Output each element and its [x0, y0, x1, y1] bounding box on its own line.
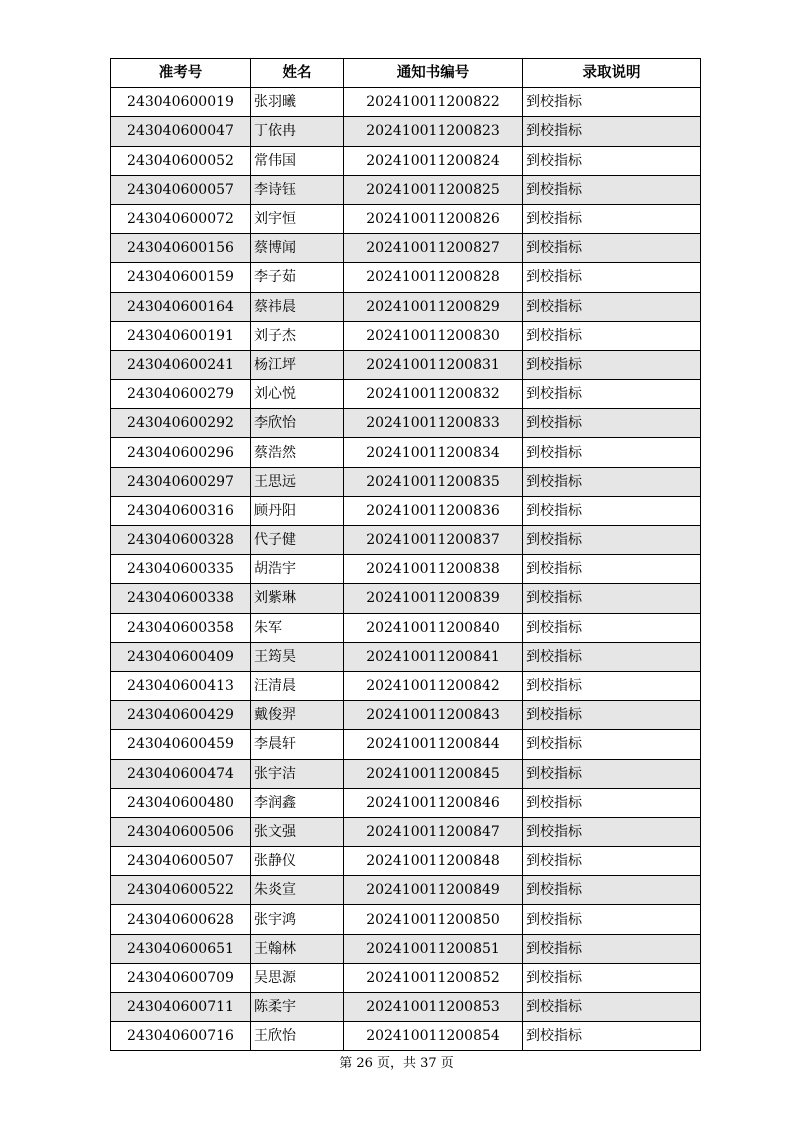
notice-number-cell: 202410011200826 [344, 204, 523, 233]
exam-number-cell: 243040600296 [111, 438, 251, 467]
table-row [111, 496, 701, 525]
notice-number-cell: 202410011200838 [344, 555, 523, 584]
exam-number-cell: 243040600413 [111, 671, 251, 700]
table-row [111, 117, 701, 146]
name-cell: 朱炎宣 [251, 876, 344, 905]
notice-number-cell: 202410011200853 [344, 993, 523, 1022]
name-cell: 张宇鸿 [251, 905, 344, 934]
exam-number-cell: 243040600335 [111, 555, 251, 584]
name-cell: 张静仪 [251, 847, 344, 876]
table-row [111, 701, 701, 730]
admission-note-cell: 到校指标 [523, 555, 701, 584]
name-cell: 李晨轩 [251, 730, 344, 759]
name-cell: 丁依冉 [251, 117, 344, 146]
admission-note-cell: 到校指标 [523, 438, 701, 467]
exam-number-cell: 243040600279 [111, 380, 251, 409]
table-row [111, 321, 701, 350]
notice-number-cell: 202410011200850 [344, 905, 523, 934]
admission-note-cell: 到校指标 [523, 934, 701, 963]
notice-number-cell: 202410011200849 [344, 876, 523, 905]
exam-number-cell: 243040600241 [111, 350, 251, 379]
exam-number-cell: 243040600507 [111, 847, 251, 876]
table-row [111, 292, 701, 321]
table-row [111, 905, 701, 934]
name-cell: 戴俊羿 [251, 701, 344, 730]
admission-note-cell: 到校指标 [523, 613, 701, 642]
header-exam-number: 准考号 [111, 59, 251, 88]
table-row [111, 88, 701, 117]
table-row [111, 963, 701, 992]
name-cell: 蔡博闻 [251, 234, 344, 263]
exam-number-cell: 243040600159 [111, 263, 251, 292]
table-row [111, 350, 701, 379]
admission-note-cell: 到校指标 [523, 321, 701, 350]
table-row [111, 876, 701, 905]
admission-note-cell: 到校指标 [523, 380, 701, 409]
exam-number-cell: 243040600338 [111, 584, 251, 613]
notice-number-cell: 202410011200846 [344, 788, 523, 817]
notice-number-cell: 202410011200841 [344, 642, 523, 671]
notice-number-cell: 202410011200822 [344, 88, 523, 117]
name-cell: 李诗钰 [251, 175, 344, 204]
name-cell: 汪清晨 [251, 671, 344, 700]
table-row [111, 526, 701, 555]
table-row [111, 817, 701, 846]
name-cell: 吴思源 [251, 963, 344, 992]
admission-note-cell: 到校指标 [523, 963, 701, 992]
notice-number-cell: 202410011200828 [344, 263, 523, 292]
name-cell: 李欣怡 [251, 409, 344, 438]
name-cell: 王思远 [251, 467, 344, 496]
exam-number-cell: 243040600164 [111, 292, 251, 321]
admission-note-cell: 到校指标 [523, 204, 701, 233]
table-row [111, 1022, 701, 1051]
table-row [111, 438, 701, 467]
exam-number-cell: 243040600716 [111, 1022, 251, 1051]
exam-number-cell: 243040600474 [111, 759, 251, 788]
table-row [111, 759, 701, 788]
table-row [111, 584, 701, 613]
admission-note-cell: 到校指标 [523, 671, 701, 700]
table-row [111, 175, 701, 204]
admission-note-cell: 到校指标 [523, 350, 701, 379]
admission-note-cell: 到校指标 [523, 88, 701, 117]
name-cell: 杨江坪 [251, 350, 344, 379]
name-cell: 常伟国 [251, 146, 344, 175]
name-cell: 张羽曦 [251, 88, 344, 117]
exam-number-cell: 243040600156 [111, 234, 251, 263]
name-cell: 王欣怡 [251, 1022, 344, 1051]
admission-note-cell: 到校指标 [523, 701, 701, 730]
exam-number-cell: 243040600709 [111, 963, 251, 992]
notice-number-cell: 202410011200843 [344, 701, 523, 730]
name-cell: 陈柔宇 [251, 993, 344, 1022]
admission-table [110, 58, 701, 1051]
table-row [111, 613, 701, 642]
exam-number-cell: 243040600459 [111, 730, 251, 759]
admission-note-cell: 到校指标 [523, 1022, 701, 1051]
table-row [111, 263, 701, 292]
notice-number-cell: 202410011200833 [344, 409, 523, 438]
exam-number-cell: 243040600047 [111, 117, 251, 146]
table-row [111, 146, 701, 175]
notice-number-cell: 202410011200854 [344, 1022, 523, 1051]
admission-note-cell: 到校指标 [523, 526, 701, 555]
table-row [111, 409, 701, 438]
notice-number-cell: 202410011200851 [344, 934, 523, 963]
admission-note-cell: 到校指标 [523, 175, 701, 204]
notice-number-cell: 202410011200840 [344, 613, 523, 642]
name-cell: 刘紫琳 [251, 584, 344, 613]
admission-note-cell: 到校指标 [523, 847, 701, 876]
exam-number-cell: 243040600328 [111, 526, 251, 555]
admission-note-cell: 到校指标 [523, 234, 701, 263]
admission-note-cell: 到校指标 [523, 496, 701, 525]
admission-note-cell: 到校指标 [523, 817, 701, 846]
name-cell: 王翰林 [251, 934, 344, 963]
exam-number-cell: 243040600316 [111, 496, 251, 525]
table-row [111, 730, 701, 759]
table-row [111, 993, 701, 1022]
exam-number-cell: 243040600522 [111, 876, 251, 905]
notice-number-cell: 202410011200837 [344, 526, 523, 555]
notice-number-cell: 202410011200831 [344, 350, 523, 379]
admission-note-cell: 到校指标 [523, 263, 701, 292]
notice-number-cell: 202410011200847 [344, 817, 523, 846]
name-cell: 张宇洁 [251, 759, 344, 788]
exam-number-cell: 243040600358 [111, 613, 251, 642]
exam-number-cell: 243040600292 [111, 409, 251, 438]
admission-note-cell: 到校指标 [523, 876, 701, 905]
notice-number-cell: 202410011200848 [344, 847, 523, 876]
page-footer: 第 26 页，共 37 页 [339, 1056, 454, 1071]
table-row [111, 934, 701, 963]
exam-number-cell: 243040600057 [111, 175, 251, 204]
header-notice-number: 通知书编号 [344, 59, 523, 88]
admission-note-cell: 到校指标 [523, 642, 701, 671]
notice-number-cell: 202410011200839 [344, 584, 523, 613]
admission-note-cell: 到校指标 [523, 146, 701, 175]
name-cell: 刘子杰 [251, 321, 344, 350]
name-cell: 蔡浩然 [251, 438, 344, 467]
name-cell: 朱军 [251, 613, 344, 642]
notice-number-cell: 202410011200824 [344, 146, 523, 175]
notice-number-cell: 202410011200830 [344, 321, 523, 350]
exam-number-cell: 243040600651 [111, 934, 251, 963]
notice-number-cell: 202410011200827 [344, 234, 523, 263]
admission-note-cell: 到校指标 [523, 409, 701, 438]
table-row [111, 642, 701, 671]
name-cell: 刘心悦 [251, 380, 344, 409]
name-cell: 代子健 [251, 526, 344, 555]
exam-number-cell: 243040600072 [111, 204, 251, 233]
table-row [111, 467, 701, 496]
admission-note-cell: 到校指标 [523, 584, 701, 613]
notice-number-cell: 202410011200834 [344, 438, 523, 467]
table-row [111, 788, 701, 817]
exam-number-cell: 243040600019 [111, 88, 251, 117]
admission-note-cell: 到校指标 [523, 788, 701, 817]
table-row [111, 204, 701, 233]
name-cell: 顾丹阳 [251, 496, 344, 525]
name-cell: 蔡祎晨 [251, 292, 344, 321]
name-cell: 李润鑫 [251, 788, 344, 817]
exam-number-cell: 243040600480 [111, 788, 251, 817]
exam-number-cell: 243040600711 [111, 993, 251, 1022]
exam-number-cell: 243040600506 [111, 817, 251, 846]
table-row [111, 380, 701, 409]
table-row [111, 671, 701, 700]
exam-number-cell: 243040600191 [111, 321, 251, 350]
admission-note-cell: 到校指标 [523, 467, 701, 496]
notice-number-cell: 202410011200844 [344, 730, 523, 759]
header-name: 姓名 [251, 59, 344, 88]
table-header-row [111, 59, 701, 88]
admission-note-cell: 到校指标 [523, 730, 701, 759]
exam-number-cell: 243040600628 [111, 905, 251, 934]
notice-number-cell: 202410011200842 [344, 671, 523, 700]
notice-number-cell: 202410011200823 [344, 117, 523, 146]
name-cell: 刘宇恒 [251, 204, 344, 233]
name-cell: 胡浩宇 [251, 555, 344, 584]
table-body [111, 88, 701, 1051]
notice-number-cell: 202410011200845 [344, 759, 523, 788]
admission-note-cell: 到校指标 [523, 292, 701, 321]
admission-note-cell: 到校指标 [523, 993, 701, 1022]
table-row [111, 555, 701, 584]
exam-number-cell: 243040600052 [111, 146, 251, 175]
notice-number-cell: 202410011200835 [344, 467, 523, 496]
exam-number-cell: 243040600429 [111, 701, 251, 730]
table-row [111, 234, 701, 263]
table-row [111, 847, 701, 876]
name-cell: 李子茹 [251, 263, 344, 292]
exam-number-cell: 243040600297 [111, 467, 251, 496]
notice-number-cell: 202410011200836 [344, 496, 523, 525]
name-cell: 张文强 [251, 817, 344, 846]
notice-number-cell: 202410011200825 [344, 175, 523, 204]
name-cell: 王筠昊 [251, 642, 344, 671]
notice-number-cell: 202410011200852 [344, 963, 523, 992]
admission-note-cell: 到校指标 [523, 905, 701, 934]
admission-note-cell: 到校指标 [523, 117, 701, 146]
exam-number-cell: 243040600409 [111, 642, 251, 671]
header-admission-note: 录取说明 [523, 59, 701, 88]
notice-number-cell: 202410011200832 [344, 380, 523, 409]
notice-number-cell: 202410011200829 [344, 292, 523, 321]
admission-note-cell: 到校指标 [523, 759, 701, 788]
